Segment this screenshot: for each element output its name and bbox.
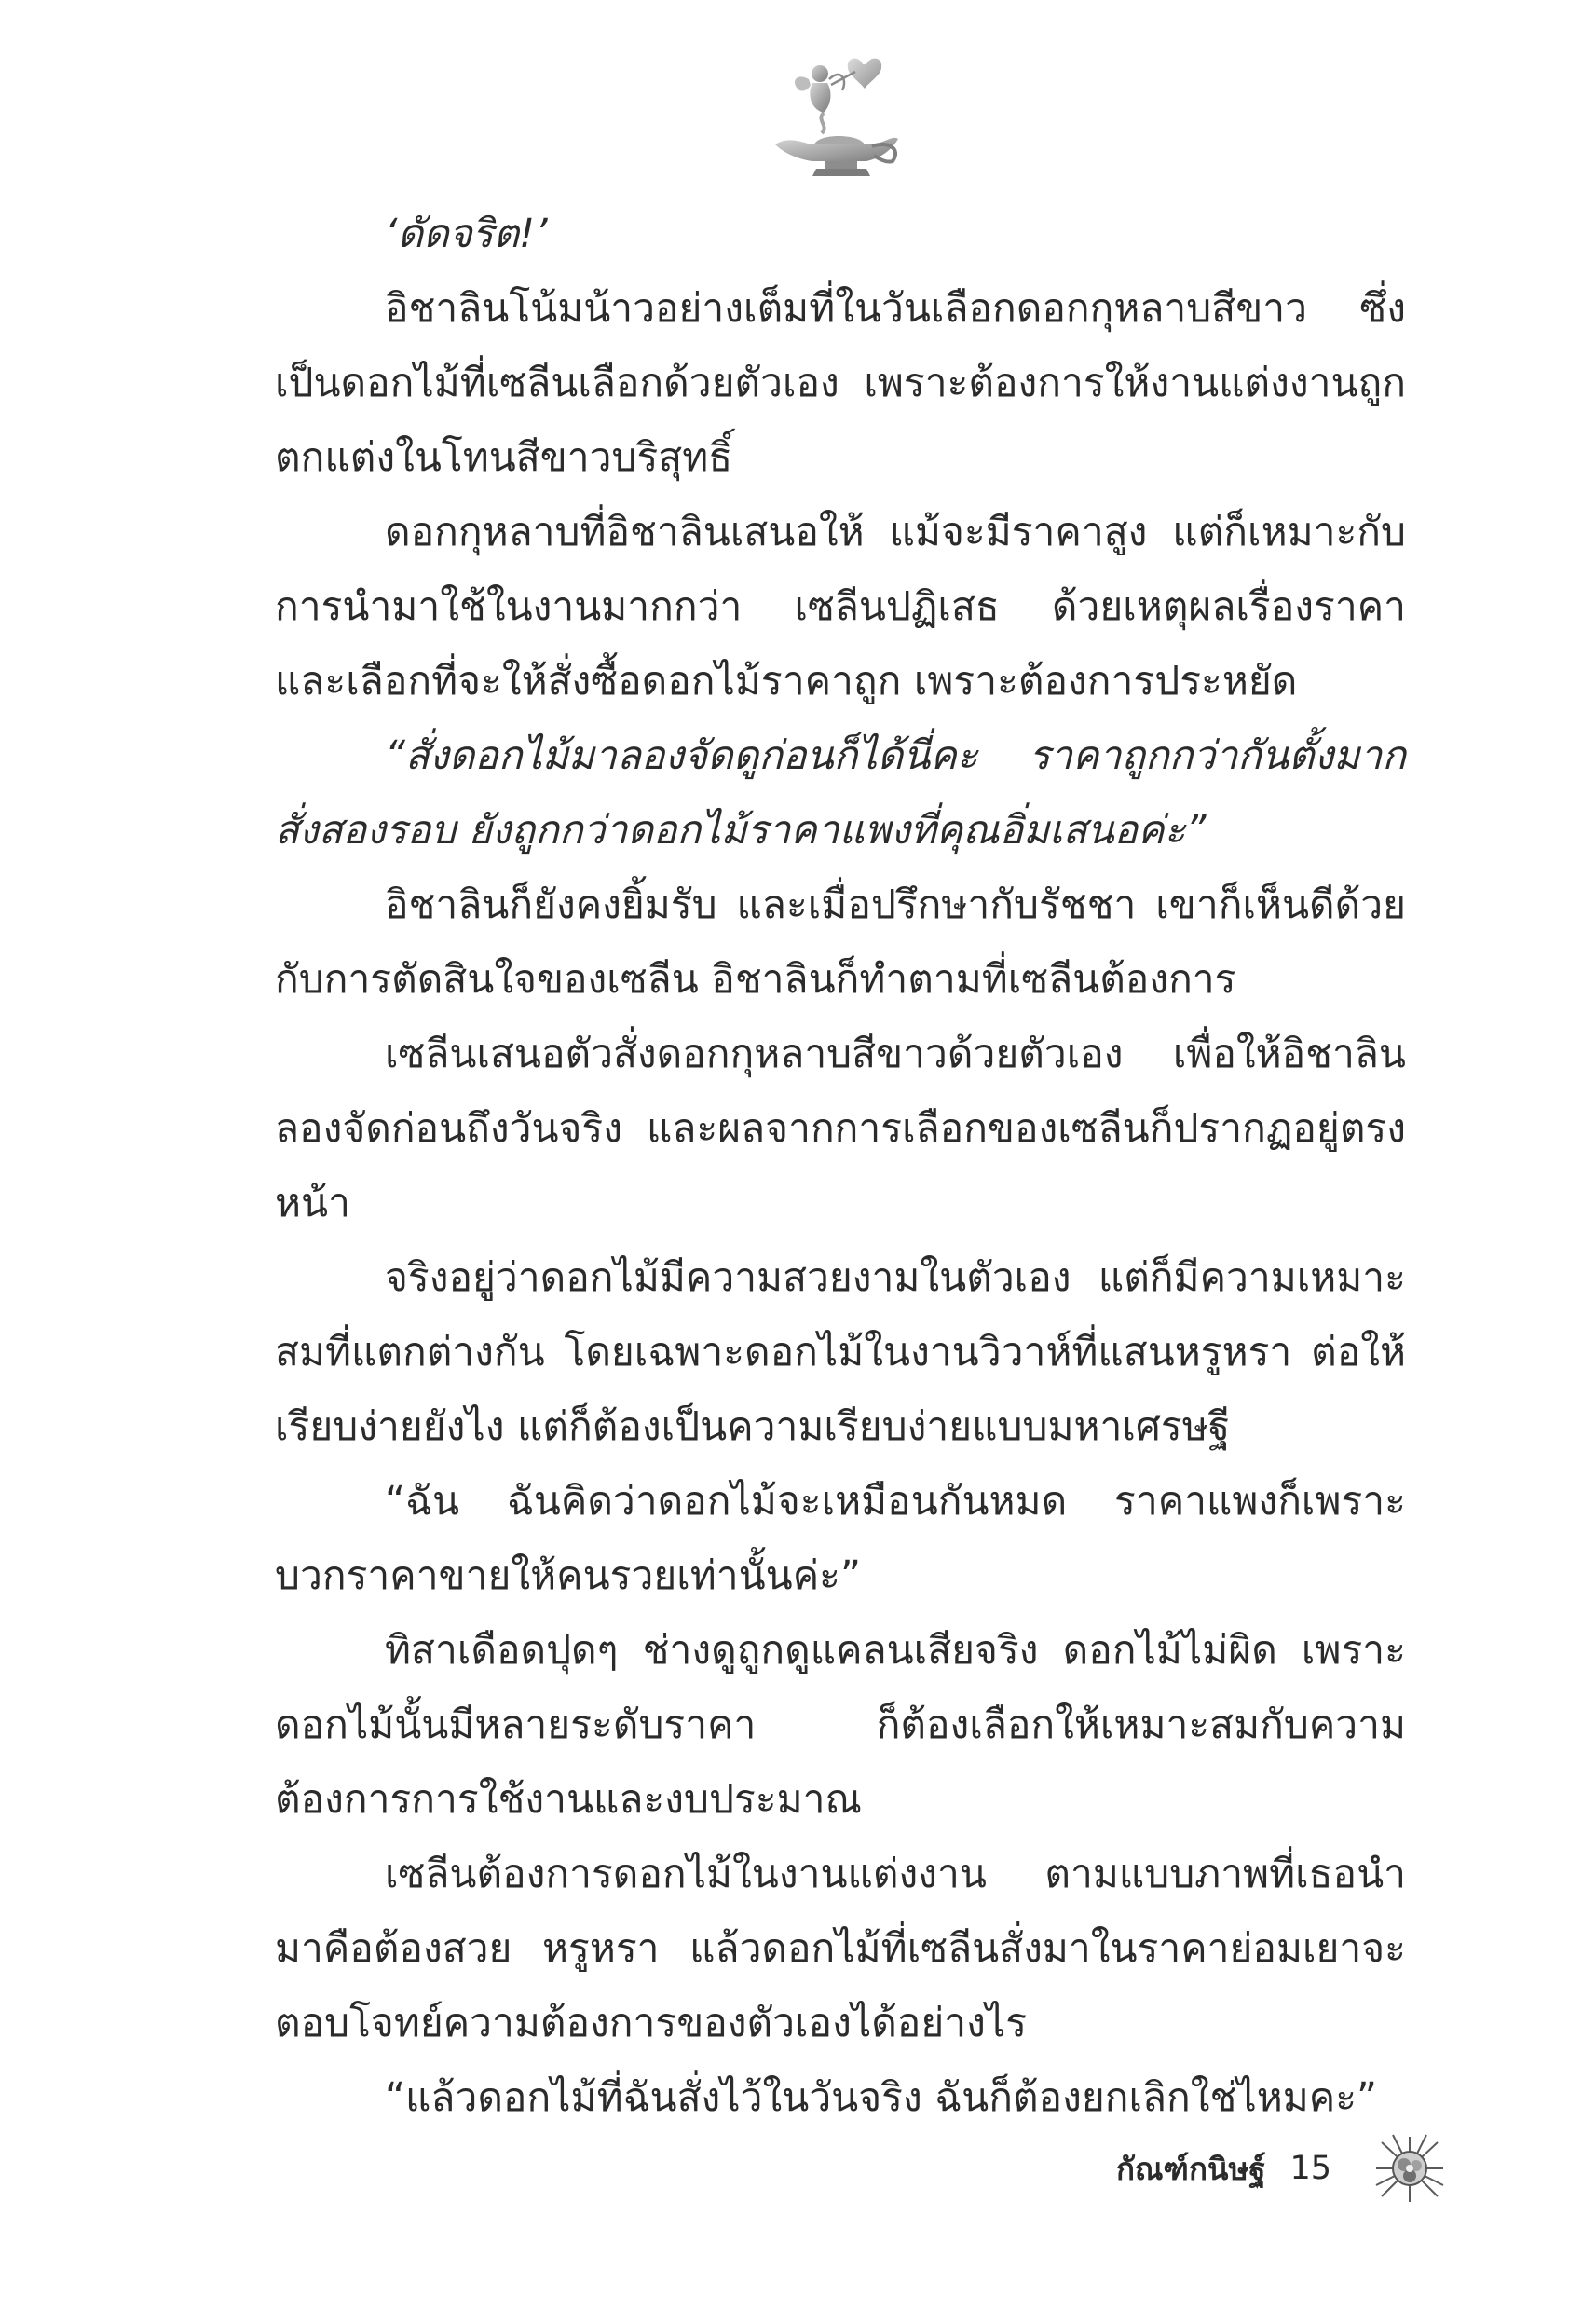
paragraph: เซลีนต้องการดอกไม้ในงานแต่งงาน ตามแบบภาพที่เธอนำมาคือต้องสวย หรูหรา แล้วดอกไม้ที่เซลีนสั่งมาในราคาย่อมเยาจะตอบโจทย์ความต้องการของตัวเองได้อย่างไร	[275, 1852, 1406, 2046]
paragraph: จริงอยู่ว่าดอกไม้มีความสวยงามในตัวเอง แต่ก็มีความเหมาะสมที่แตกต่างกัน โดยเฉพาะดอกไม้ในงานวิวาห์ที่แสนหรูหรา ต่อให้เรียบง่ายยังไง แต่ก็ต้องเป็นความเรียบง่ายแบบมหาเศรษฐี	[275, 1255, 1406, 1450]
genie-lamp-cupid-icon	[762, 51, 911, 182]
paragraph: ดอกกุหลาบที่อิชาลินเสนอให้ แม้จะมีราคาสูง แต่ก็เหมาะกับการนำมาใช้ในงานมากกว่า เซลีนปฏิเสธ ด้วยเหตุผลเรื่องราคา และเลือกที่จะให้สั่งซื้อดอกไม้ราคาถูก เพราะต้องการประหยัด	[275, 510, 1406, 704]
paragraph: อิชาลินโน้มน้าวอย่างเต็มที่ในวันเลือกดอกกุหลาบสีขาว ซึ่งเป็นดอกไม้ที่เซลีนเลือกด้วยตัวเอง เพราะต้องการให้งานแต่งงานถูกตกแต่งในโทนสีขาวบริสุทธิ์	[275, 286, 1406, 481]
paragraph: “แล้วดอกไม้ที่ฉันสั่งไว้ในวันจริง ฉันก็ต้องยกเลิกใช่ไหมคะ”	[385, 2075, 1378, 2121]
body-text	[275, 198, 1406, 2136]
paragraph: เซลีนเสนอตัวสั่งดอกกุหลาบสีขาวด้วยตัวเอง เพื่อให้อิชาลินลองจัดก่อนถึงวันจริง และผลจากการเลือกของเซลีนก็ปรากฏอยู่ตรงหน้า	[275, 1032, 1406, 1226]
page-number: 15	[1289, 2150, 1331, 2187]
author-name: กัณฑ์กนิษฐ์	[1115, 2150, 1266, 2187]
flower-bouquet-icon	[1372, 2131, 1447, 2206]
paragraph: “ฉัน ฉันคิดว่าดอกไม้จะเหมือนกันหมด ราคาแพงก็เพราะบวกราคาขายให้คนรวยเท่านั้นค่ะ”	[275, 1479, 1406, 1599]
paragraph: ‘ดัดจริต!’	[385, 212, 548, 257]
paragraph: อิชาลินก็ยังคงยิ้มรับ และเมื่อปรึกษากับรัชชา เขาก็เห็นดีด้วยกับการตัดสินใจของเซลีน อิชาลินก็ทำตามที่เซลีนต้องการ	[275, 882, 1406, 1003]
page-footer	[1116, 2126, 1447, 2210]
paragraph: ทิสาเดือดปุดๆ ช่างดูถูกดูแคลนเสียจริง ดอกไม้ไม่ผิด เพราะดอกไม้นั้นมีหลายระดับราคา ก็ต้องเลือกให้เหมาะสมกับความต้องการการใช้งานและงบประมาณ	[275, 1628, 1406, 1823]
paragraph: “สั่งดอกไม้มาลองจัดดูก่อนก็ได้นี่คะ ราคาถูกกว่ากันตั้งมาก สั่งสองรอบ ยังถูกกว่าดอกไม้ราคาแพงที่คุณอิ่มเสนอค่ะ”	[275, 733, 1406, 854]
